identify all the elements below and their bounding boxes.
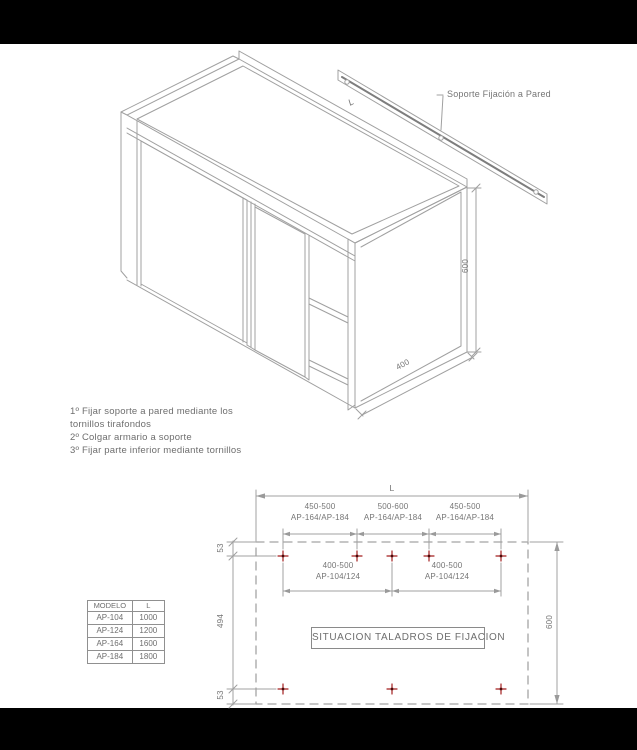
upper-span-range-2: 500-600 — [377, 502, 409, 511]
length-cell: 1000 — [132, 612, 164, 625]
plan-title-box: SITUACION TALADROS DE FIJACION — [311, 627, 485, 649]
drill-marker — [424, 551, 434, 561]
instruction-step-1: 1º Fijar soporte a pared mediante los — [70, 406, 233, 417]
model-cell: AP-164 — [88, 638, 133, 651]
plan-bottom-offset-dim-label: 53 — [216, 690, 225, 700]
support-label-leader-line — [437, 95, 443, 130]
mounting-instructions — [70, 405, 241, 457]
table-row — [88, 638, 165, 651]
plan-middle-dim-label: 494 — [216, 614, 225, 628]
drill-marker — [387, 551, 397, 561]
models-table — [87, 600, 165, 664]
lower-span-models-2: AP-104/124 — [424, 572, 470, 581]
length-cell: 1600 — [132, 638, 164, 651]
model-cell: AP-124 — [88, 625, 133, 638]
plan-height-dim-label: 600 — [545, 615, 554, 629]
wall-support-label: Soporte Fijación a Pared — [447, 89, 551, 99]
upper-span-range-1: 450-500 — [304, 502, 336, 511]
model-cell: AP-184 — [88, 651, 133, 664]
lower-span-models-1: AP-104/124 — [315, 572, 361, 581]
plan-length-dim-label: L — [389, 483, 395, 493]
length-cell: 1800 — [132, 651, 164, 664]
table-row — [88, 625, 165, 638]
drill-marker — [387, 684, 397, 694]
upper-span-models-2: AP-164/AP-184 — [363, 513, 423, 522]
upper-span-models-3: AP-164/AP-184 — [435, 513, 495, 522]
iso-height-dim-label: 600 — [461, 259, 470, 273]
lower-span-range-2: 400-500 — [431, 561, 463, 570]
drill-marker — [496, 684, 506, 694]
iso-depth-dim-label: 400 — [394, 357, 412, 372]
upper-span-models-1: AP-164/AP-184 — [290, 513, 350, 522]
table-row — [88, 651, 165, 664]
drill-marker — [352, 551, 362, 561]
model-cell: AP-104 — [88, 612, 133, 625]
lower-span-range-1: 400-500 — [322, 561, 354, 570]
drill-marker — [496, 551, 506, 561]
drill-marker — [278, 684, 288, 694]
upper-span-range-3: 450-500 — [449, 502, 481, 511]
instruction-step-2: 2º Colgar armario a soporte — [70, 432, 192, 443]
instruction-step-1b: tornillos tirafondos — [70, 419, 152, 430]
length-cell: 1200 — [132, 625, 164, 638]
iso-length-dim-label: L — [346, 96, 356, 108]
plan-top-offset-dim-label: 53 — [216, 543, 225, 553]
table-header-model: MODELO — [88, 601, 133, 612]
instruction-step-3: 3º Fijar parte inferior mediante tornillos — [70, 445, 242, 456]
table-row — [88, 612, 165, 625]
drill-marker — [278, 551, 288, 561]
table-header-row — [88, 601, 165, 612]
table-header-length: L — [132, 601, 164, 612]
